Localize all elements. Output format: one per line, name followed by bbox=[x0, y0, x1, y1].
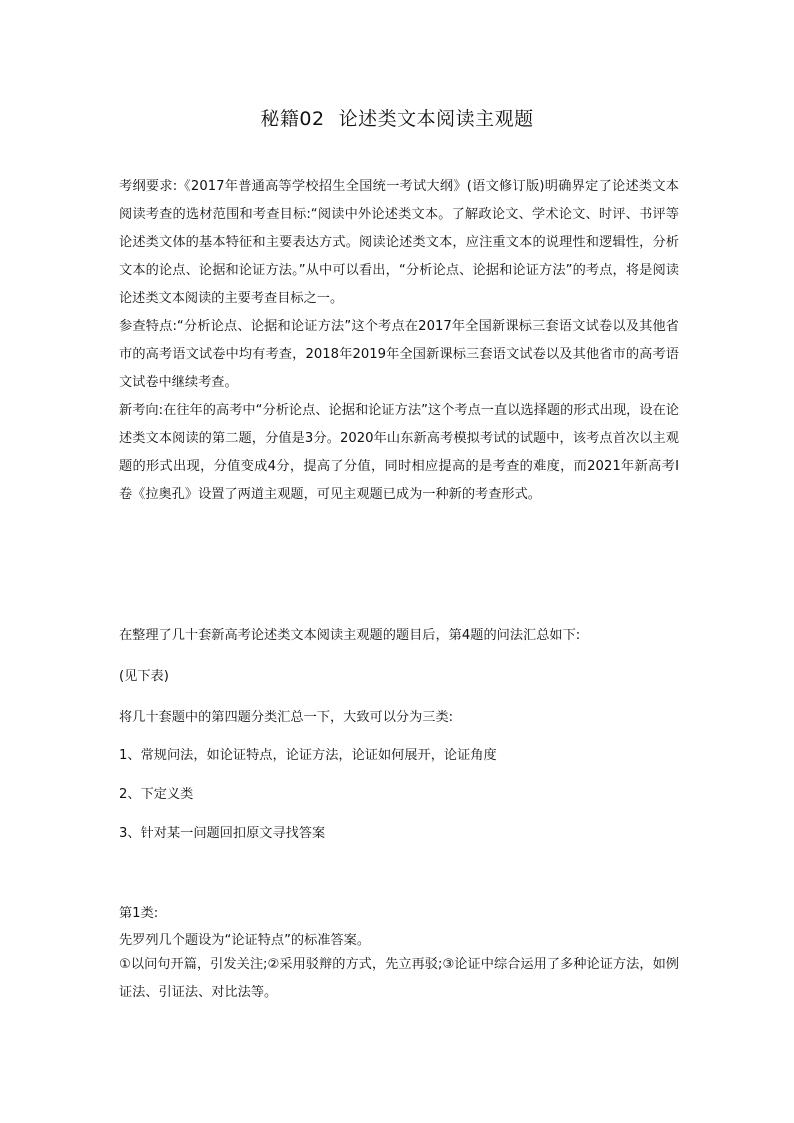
classification-line: 将几十套题中的第四题分类汇总一下，大致可以分为三类: bbox=[119, 710, 454, 725]
standard-answer-text: ①以问句开篇，引发关注;②采用驳辩的方式，先立再驳;③论证中综合运用了多种论证方法，如例证法、引证法、对比法等。 bbox=[119, 957, 679, 1000]
intro-section bbox=[119, 173, 679, 509]
category-item-2: 2、下定义类 bbox=[119, 787, 194, 802]
category-item-1: 1、常规问法，如论证特点，论证方法，论证如何展开，论证角度 bbox=[119, 748, 497, 763]
new-direction-paragraph: 新考向:在往年的高考中“分析论点、论据和论证方法”这个考点一直以选择题的形式出现，设在论述类文本阅读的第二题，分值是3分。2020年山东新高考模拟考试的试题中，该考点首次以主观题的形式出现，分值变成4分，提高了分值，同时相应提高的是考查的难度，而2021年新高考Ⅰ卷《拉奥孔》设置了两道主观题，可见主观题已成为一种新的考查形式。 bbox=[119, 403, 679, 502]
standard-answer-block bbox=[119, 951, 679, 1007]
exam-features-paragraph: 参查特点:“分析论点、论据和论证方法”这个考点在2017年全国新课标三套语文试卷以及其他省市的高考语文试卷中均有考查，2018年2019年全国新课标三套语文试卷以及其他省市的高考语文试卷中继续考查。 bbox=[119, 319, 679, 390]
standard-answer-intro: 先罗列几个题设为“论证特点”的标准答案。 bbox=[119, 933, 371, 948]
page-title bbox=[0, 104, 794, 131]
category-item-3: 3、针对某一问题回扣原文寻找答案 bbox=[119, 826, 326, 841]
summary-intro-line: 在整理了几十套新高考论述类文本阅读主观题的题目后，第4题的问法汇总如下: bbox=[119, 628, 581, 643]
title-number: 秘籍02 bbox=[260, 108, 325, 130]
syllabus-paragraph: 考纲要求:《2017年普通高等学校招生全国统一考试大纲》(语文修订版)明确界定了论述类文本阅读考查的选材范围和考查目标:“阅读中外论述类文本。了解政论文、学术论文、时评、书评等论述类文体的基本特征和主要表达方式。阅读论述类文本，应注重文本的说理性和逻辑性，分析文本的论点、论据和论证方法。”从中可以看出，“分析论点、论据和论证方法”的考点，将是阅读论述类文本阅读的主要考查目标之一。 bbox=[119, 179, 679, 306]
title-text: 论述类文本阅读主观题 bbox=[338, 108, 534, 130]
category-1-heading: 第1类: bbox=[119, 906, 159, 921]
see-table-line: (见下表) bbox=[119, 669, 169, 684]
